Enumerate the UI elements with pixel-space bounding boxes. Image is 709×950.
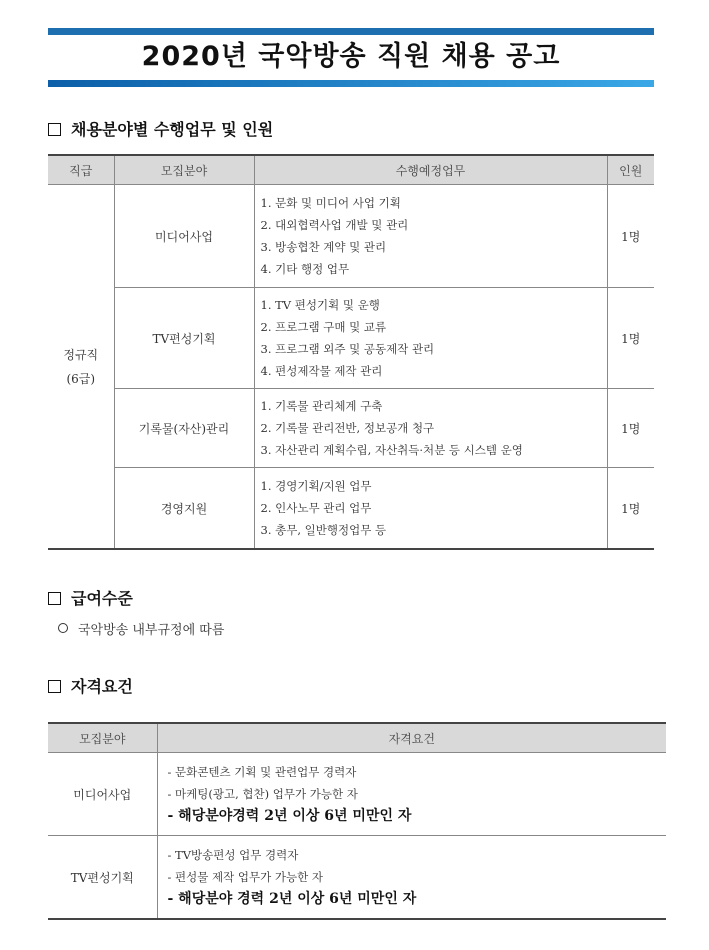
duty-item: 2. 기록물 관리전반, 정보공개 청구 bbox=[260, 421, 435, 435]
header-field: 모집분야 bbox=[48, 723, 157, 753]
grade-line2: (6급) bbox=[66, 371, 96, 386]
duties-table-header bbox=[48, 155, 654, 185]
field-cell: TV편성기획 bbox=[114, 288, 254, 389]
requirement-item: - TV방송편성 업무 경력자 bbox=[167, 848, 299, 862]
section1-heading bbox=[48, 117, 273, 140]
section3-heading bbox=[48, 674, 133, 697]
table-row bbox=[48, 836, 666, 920]
duties-cell bbox=[254, 468, 607, 550]
header-grade: 직급 bbox=[48, 155, 114, 185]
duty-item: 3. 총무, 일반행정업무 등 bbox=[260, 523, 387, 537]
duty-item: 3. 방송협찬 계약 및 관리 bbox=[260, 240, 387, 254]
duty-item: 1. TV 편성기획 및 운행 bbox=[260, 298, 380, 312]
table-row bbox=[48, 288, 654, 389]
requirement-item: - 마케팅(광고, 협찬) 업무가 가능한 자 bbox=[167, 787, 358, 801]
checkbox-square-icon bbox=[48, 123, 61, 136]
duty-item: 4. 편성제작물 제작 관리 bbox=[260, 364, 383, 378]
requirement-item-bold: - 해당분야경력 2년 이상 6년 미만인 자 bbox=[167, 808, 412, 824]
field-cell: TV편성기획 bbox=[48, 836, 157, 920]
duty-item: 2. 프로그램 구매 및 교류 bbox=[260, 320, 387, 334]
requirements-cell bbox=[157, 836, 666, 920]
count-cell: 1명 bbox=[607, 185, 654, 288]
table-row bbox=[48, 389, 654, 468]
section1-heading-text: 채용분야별 수행업무 및 인원 bbox=[71, 120, 274, 139]
page-title: 2020년 국악방송 직원 채용 공고 bbox=[141, 41, 561, 72]
field-cell: 미디어사업 bbox=[114, 185, 254, 288]
requirement-item: - 편성물 제작 업무가 가능한 자 bbox=[167, 870, 323, 884]
title-banner bbox=[48, 28, 654, 87]
checkbox-square-icon bbox=[48, 592, 61, 605]
salary-note bbox=[58, 619, 224, 638]
field-cell: 기록물(자산)관리 bbox=[114, 389, 254, 468]
duty-item: 3. 프로그램 외주 및 공동제작 관리 bbox=[260, 342, 435, 356]
header-count: 인원 bbox=[607, 155, 654, 185]
checkbox-square-icon bbox=[48, 680, 61, 693]
duties-cell bbox=[254, 288, 607, 389]
duty-item: 1. 기록물 관리체계 구축 bbox=[260, 399, 383, 413]
duties-cell bbox=[254, 389, 607, 468]
duty-item: 1. 문화 및 미디어 사업 기획 bbox=[260, 196, 401, 210]
duties-cell bbox=[254, 185, 607, 288]
duty-item: 2. 인사노무 관리 업무 bbox=[260, 501, 372, 515]
salary-note-text: 국악방송 내부규정에 따름 bbox=[78, 623, 225, 638]
section3-heading-text: 자격요건 bbox=[71, 677, 133, 696]
table-row bbox=[48, 753, 666, 836]
section2-heading bbox=[48, 586, 133, 609]
banner-top-bar bbox=[48, 28, 654, 35]
circle-bullet-icon bbox=[58, 623, 68, 633]
count-cell: 1명 bbox=[607, 468, 654, 550]
grade-cell bbox=[48, 185, 114, 550]
section2-heading-text: 급여수준 bbox=[71, 589, 133, 608]
requirement-item-bold: - 해당분야 경력 2년 이상 6년 미만인 자 bbox=[167, 891, 417, 907]
qualifications-table bbox=[48, 722, 666, 920]
duty-item: 3. 자산관리 계획수립, 자산취득·처분 등 시스템 운영 bbox=[260, 443, 523, 457]
qualifications-table-header bbox=[48, 723, 666, 753]
table-row bbox=[48, 185, 654, 288]
requirement-item: - 문화콘텐츠 기획 및 관련업무 경력자 bbox=[167, 765, 357, 779]
header-duties: 수행예정업무 bbox=[254, 155, 607, 185]
requirements-cell bbox=[157, 753, 666, 836]
banner-bottom-bar bbox=[48, 80, 654, 87]
field-cell: 미디어사업 bbox=[48, 753, 157, 836]
field-cell: 경영지원 bbox=[114, 468, 254, 550]
table-row bbox=[48, 468, 654, 550]
duty-item: 4. 기타 행정 업무 bbox=[260, 262, 350, 276]
count-cell: 1명 bbox=[607, 288, 654, 389]
header-requirements: 자격요건 bbox=[157, 723, 666, 753]
grade-line1: 정규직 bbox=[63, 347, 99, 362]
header-field: 모집분야 bbox=[114, 155, 254, 185]
duties-table bbox=[48, 154, 654, 550]
duty-item: 2. 대외협력사업 개발 및 관리 bbox=[260, 218, 409, 232]
count-cell: 1명 bbox=[607, 389, 654, 468]
duty-item: 1. 경영기획/지원 업무 bbox=[260, 479, 372, 493]
